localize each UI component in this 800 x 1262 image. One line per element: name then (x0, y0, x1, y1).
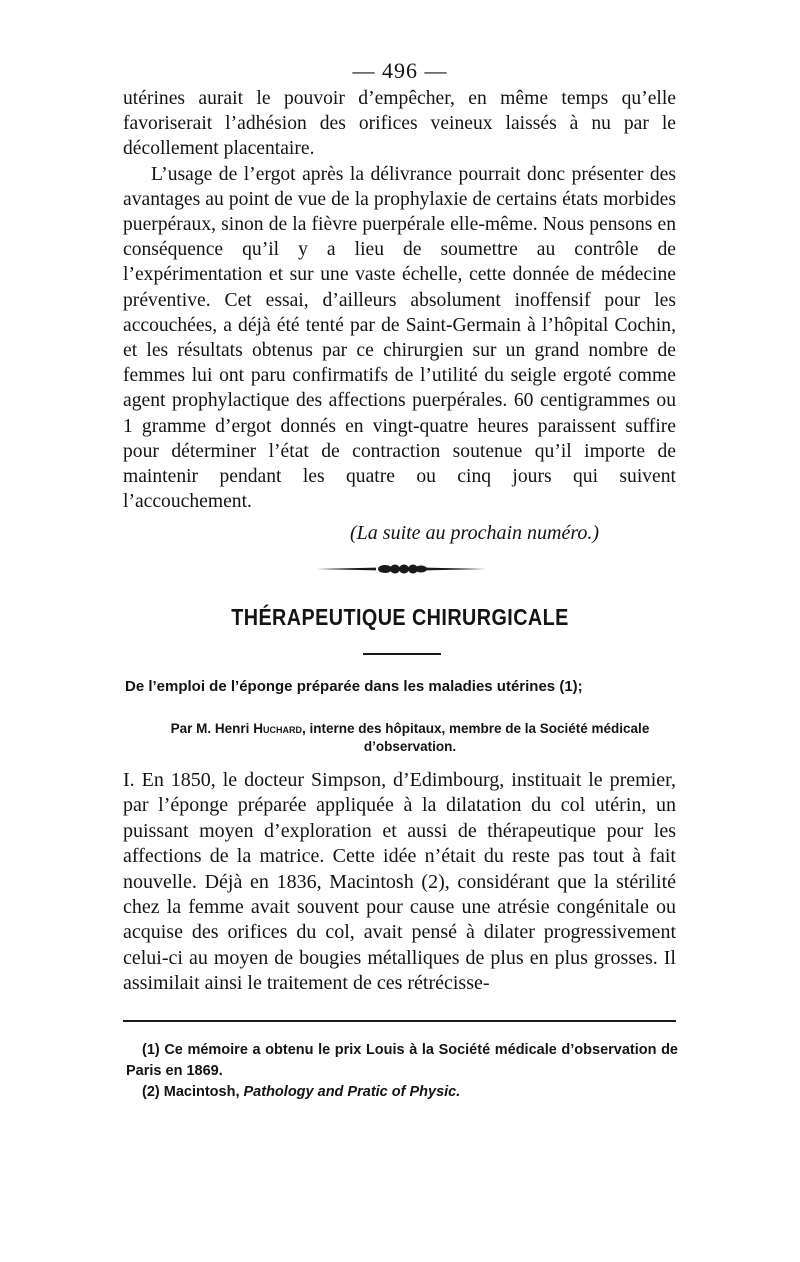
footnote-1: (1) Ce mémoire a obtenu le prix Louis à la Société médicale d’observation de Paris en 1869. (126, 1042, 678, 1079)
paragraph-ergot: L’usage de l’ergot après la délivrance pourrait donc présenter des avantages au point de vue de la prophylaxie de certains états morbides puerpéraux, sinon de la fièvre puerpérale elle-même. Nous pensons en conséquence qu’il y a lieu de soumettre au contrôle de l’expérimentation et sur une vaste échelle, cette donnée de médecine préventive. Cet essai, d’ailleurs absolument inoffensif pour les accouchées, a déjà été tenté par de Saint-Germain à l’hôpital Cochin, et les résultats obtenus par ce chirurgien sur un grand nombre de femmes lui ont paru confirmatifs de l’utilité du seigle ergoté comme agent prophylactique des affections puerpérales. 60 centigrammes ou 1 gramme d’ergot donnés en vingt-quatre heures paraissent suffire pour déterminer l’état de contraction soutenue qu’il importe de maintenir pendant les quatre ou cinq jours qui suivent l’accouchement. (123, 163, 676, 513)
page-number: — 496 — (352, 58, 448, 83)
byline-affiliation: , interne des hôpitaux, membre de la Société médicale d’observation. (301, 721, 650, 754)
continued-article-text (123, 86, 676, 514)
article-title: De l’emploi de l’éponge préparée dans les maladies utérines (1); (125, 678, 583, 695)
byline-author: Huchard (253, 721, 302, 736)
footnote-2-prefix: (2) Macintosh, (142, 1084, 240, 1100)
footnotes (126, 1040, 678, 1103)
byline-prefix: Par M. Henri (170, 721, 250, 736)
paragraph-continued: utérines aurait le pouvoir d’empêcher, en même temps qu’elle favoriserait l’adhésion des orifices veineux laissés à nu par le décollement placentaire. (123, 88, 676, 160)
footnote-2-title: Pathology and Pratic of Physic. (243, 1084, 461, 1100)
article-paragraph-1: I. En 1850, le docteur Simpson, d’Edimbourg, instituait le premier, par l’éponge préparée appliquée à la dilatation du col utérin, un puissant moyen d’exploration et aussi de thérapeutique pour les affections de la matrice. Cette idée n’était du reste pas tout à fait nouvelle. Déjà en 1836, Macintosh (2), considérant que la stérilité chez la femme avait souvent pour cause une atrésie congénitale ou acquise des orifices du col, avait pensé à dilater progressivement celui-ci au moyen de bougies métalliques de plus en plus grosses. Il assimilait ainsi le traitement de ces rétrécisse- (123, 769, 676, 995)
title-rule (363, 653, 441, 655)
footnote-2 (126, 1082, 678, 1103)
article-byline (160, 720, 660, 756)
footnote-rule (123, 1020, 676, 1022)
ornament-divider (316, 563, 486, 575)
to-be-continued-note: (La suite au prochain numéro.) (350, 522, 600, 544)
section-title: THÉRAPEUTIQUE CHIRURGICALE (231, 604, 569, 630)
article-body (123, 768, 676, 997)
